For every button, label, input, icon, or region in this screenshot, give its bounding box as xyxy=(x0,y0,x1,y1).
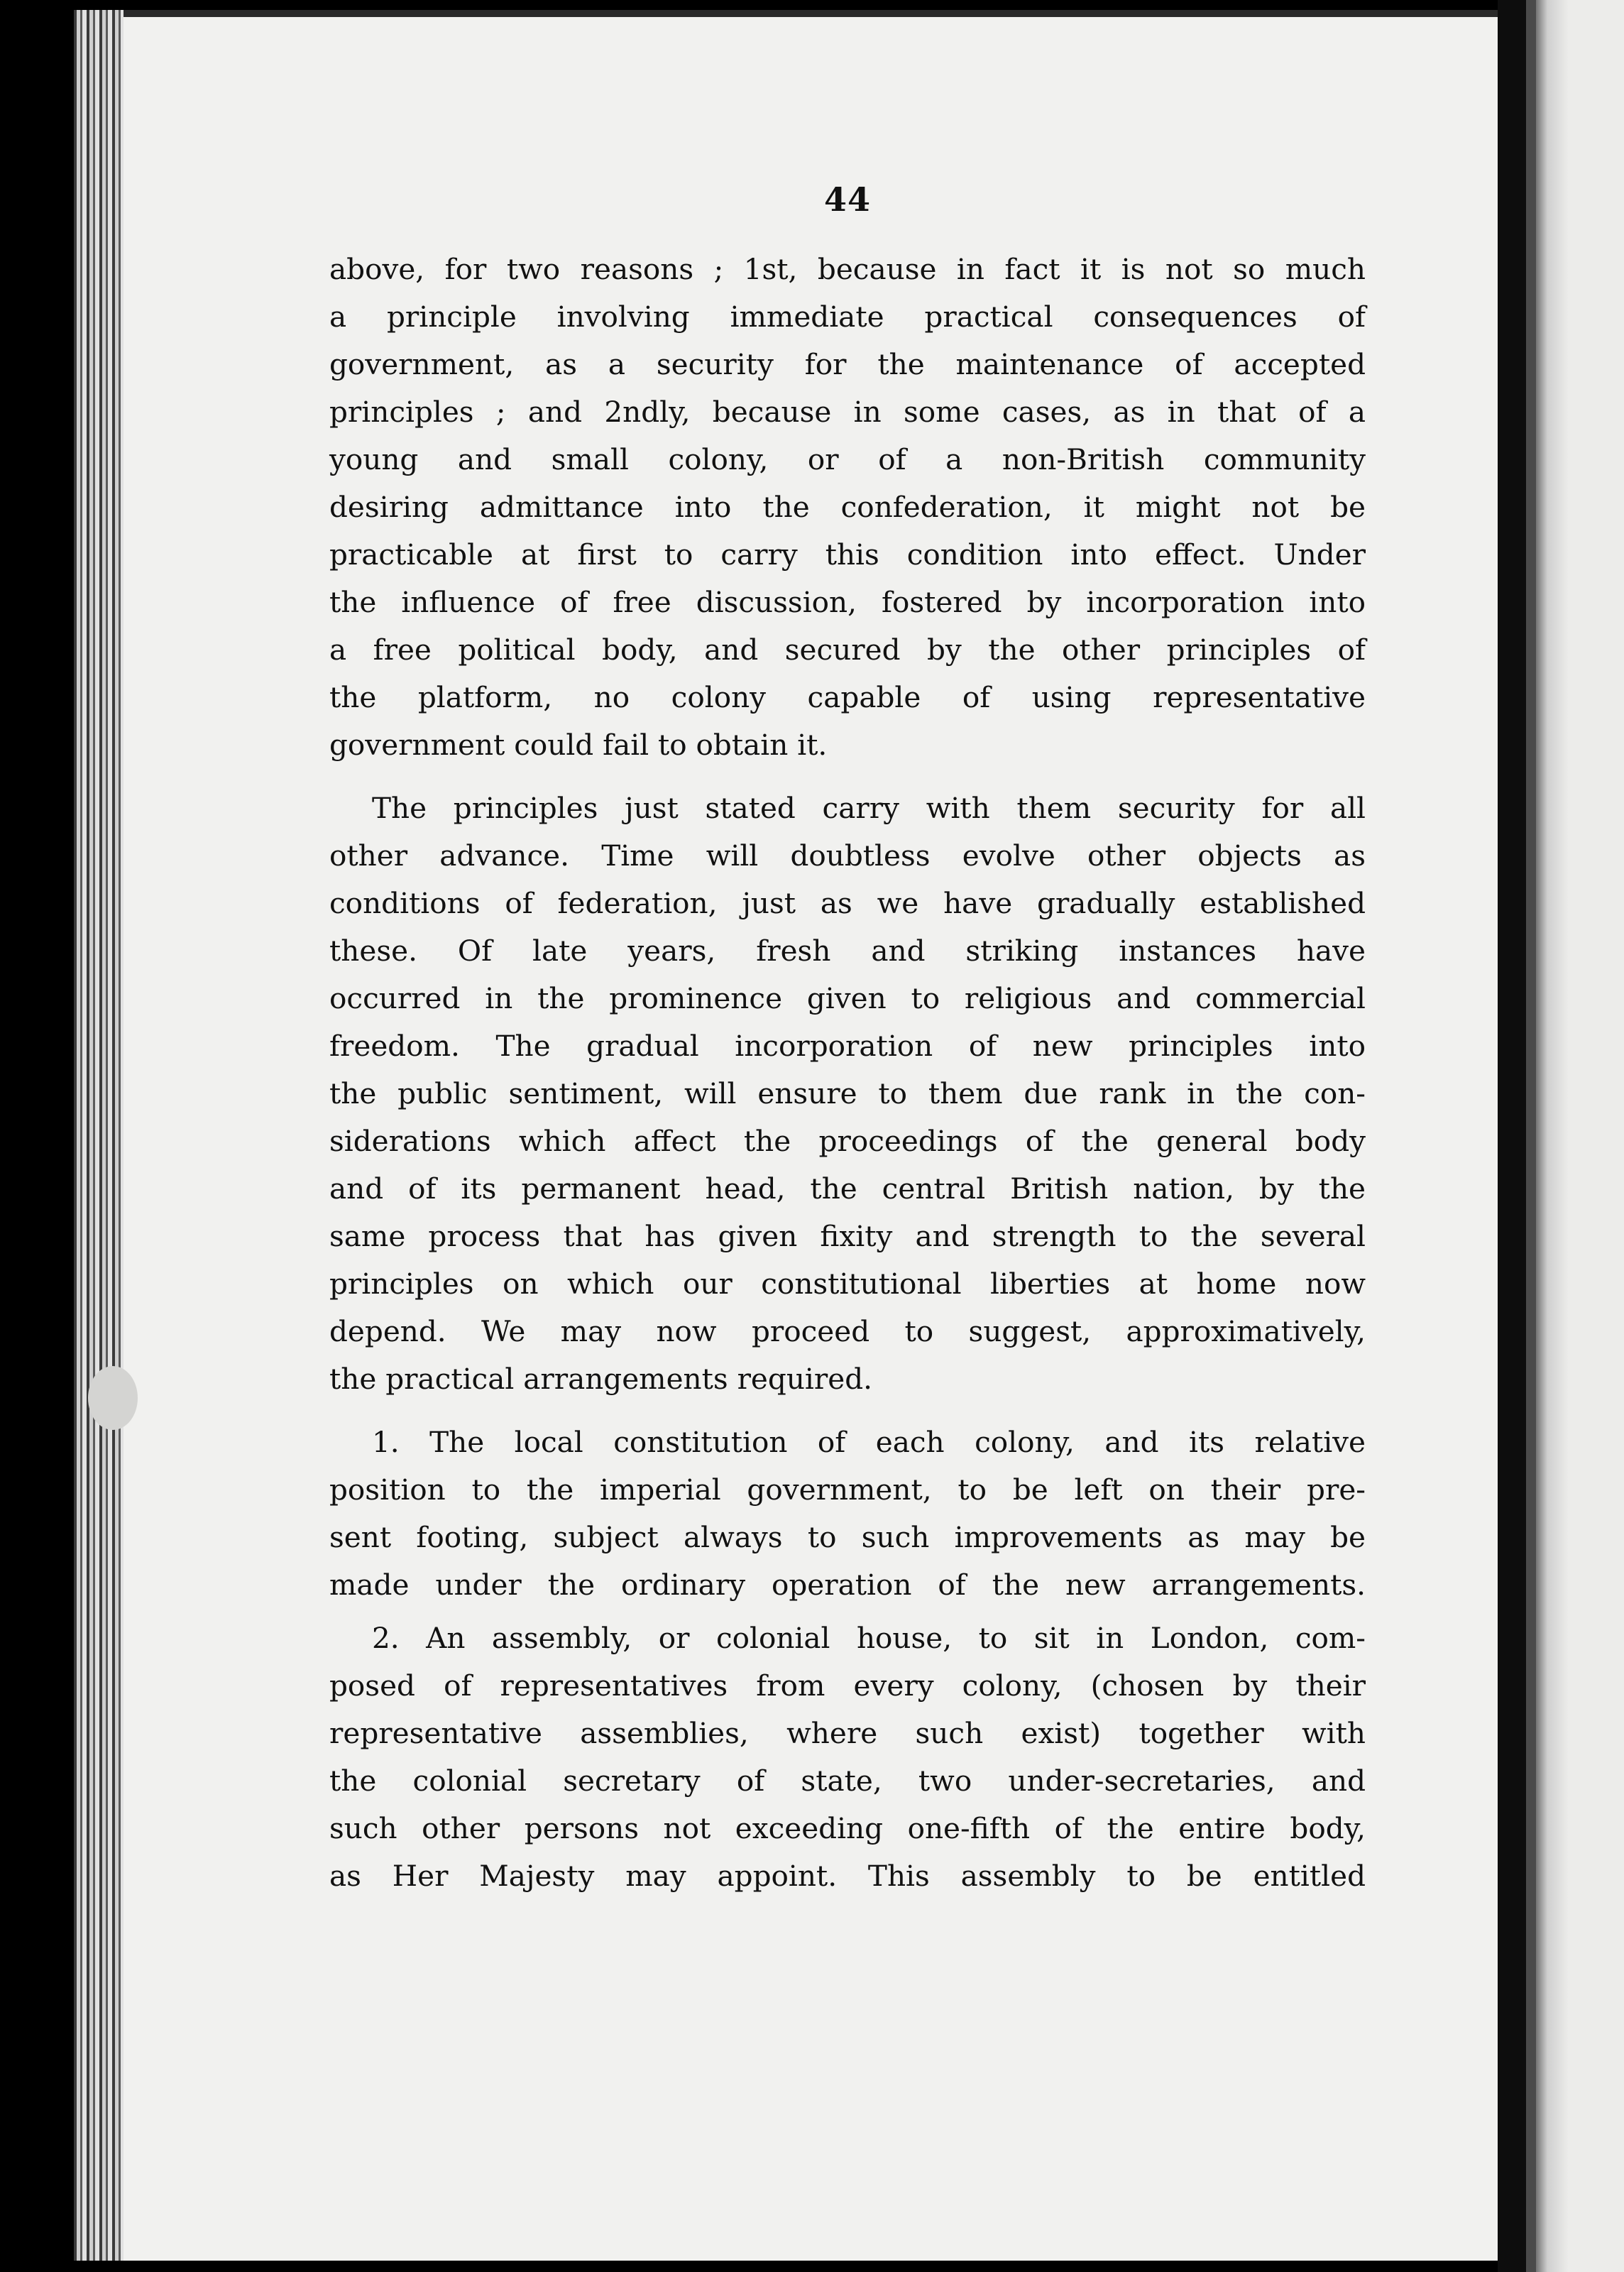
page-text xyxy=(329,180,1366,1900)
page-number: 44 xyxy=(823,180,871,219)
text-line: depend. We may now proceed to suggest, approximatively, xyxy=(329,1314,1366,1348)
text-line: same process that has given fixity and strength to the several xyxy=(329,1219,1366,1253)
page-stack-edges xyxy=(74,10,124,2261)
text-line: position to the imperial government, to be left on their pre- xyxy=(329,1473,1366,1507)
text-line: practicable at first to carry this condition into effect. Under xyxy=(329,537,1366,572)
text-line: 1. The local constitution of each colony, and its relative xyxy=(372,1425,1366,1459)
text-line: The principles just stated carry with them security for all xyxy=(372,791,1366,825)
paper-blemish xyxy=(88,1366,138,1430)
text-line: the colonial secretary of state, two under-secretaries, and xyxy=(329,1764,1366,1798)
text-line: siderations which affect the proceedings of the general body xyxy=(329,1124,1366,1158)
text-line: a principle involving immediate practical consequences of xyxy=(329,300,1366,334)
text-line: 2. An assembly, or colonial house, to sit in London, com- xyxy=(372,1621,1366,1655)
text-line: the public sentiment, will ensure to them due rank in the con- xyxy=(329,1076,1366,1110)
text-line: sent footing, subject always to such improvements as may be xyxy=(329,1520,1366,1554)
adjacent-page-binding xyxy=(1526,0,1536,2272)
page-top-edge xyxy=(74,10,1498,17)
text-line: the influence of free discussion, fostered by incorporation into xyxy=(329,585,1366,619)
text-line: as Her Majesty may appoint. This assembly to be entitled xyxy=(329,1859,1366,1893)
text-line: and of its permanent head, the central British nation, by the xyxy=(329,1172,1366,1206)
text-line: occurred in the prominence given to religious and commercial xyxy=(329,981,1366,1015)
text-line: the practical arrangements required. xyxy=(329,1362,872,1396)
numbered-item-2 xyxy=(329,1615,1366,1900)
gutter-shadow xyxy=(1498,0,1526,2272)
numbered-item-1 xyxy=(329,1419,1366,1609)
text-line: the platform, no colony capable of using representative xyxy=(329,680,1366,714)
text-line: other advance. Time will doubtless evolve other objects as xyxy=(329,839,1366,873)
text-line: above, for two reasons ; 1st, because in fact it is not so much xyxy=(329,252,1366,286)
text-line: principles on which our constitutional liberties at home now xyxy=(329,1267,1366,1301)
adjacent-page-edge xyxy=(1526,0,1624,2272)
paragraph-1 xyxy=(329,246,1366,769)
text-line: representative assemblies, where such exist) together with xyxy=(329,1716,1366,1750)
paragraph-2 xyxy=(329,785,1366,1403)
text-line: made under the ordinary operation of the new arrangements. xyxy=(329,1568,1366,1602)
text-line: government could fail to obtain it. xyxy=(329,728,828,762)
text-line: government, as a security for the maintenance of accepted xyxy=(329,347,1366,381)
text-line: posed of representatives from every colony, (chosen by their xyxy=(329,1668,1366,1703)
text-line: these. Of late years, fresh and striking instances have xyxy=(329,934,1366,968)
text-line: young and small colony, or of a non-British community xyxy=(329,442,1366,476)
book-page xyxy=(74,10,1498,2261)
text-line: a free political body, and secured by the other principles of xyxy=(329,633,1366,667)
text-line: such other persons not exceeding one-fifth of the entire body, xyxy=(329,1811,1366,1845)
text-line: principles ; and 2ndly, because in some cases, as in that of a xyxy=(329,395,1366,429)
text-line: desiring admittance into the confederation, it might not be xyxy=(329,490,1366,524)
text-line: freedom. The gradual incorporation of new principles into xyxy=(329,1029,1366,1063)
text-line: conditions of federation, just as we have gradually established xyxy=(329,886,1366,920)
